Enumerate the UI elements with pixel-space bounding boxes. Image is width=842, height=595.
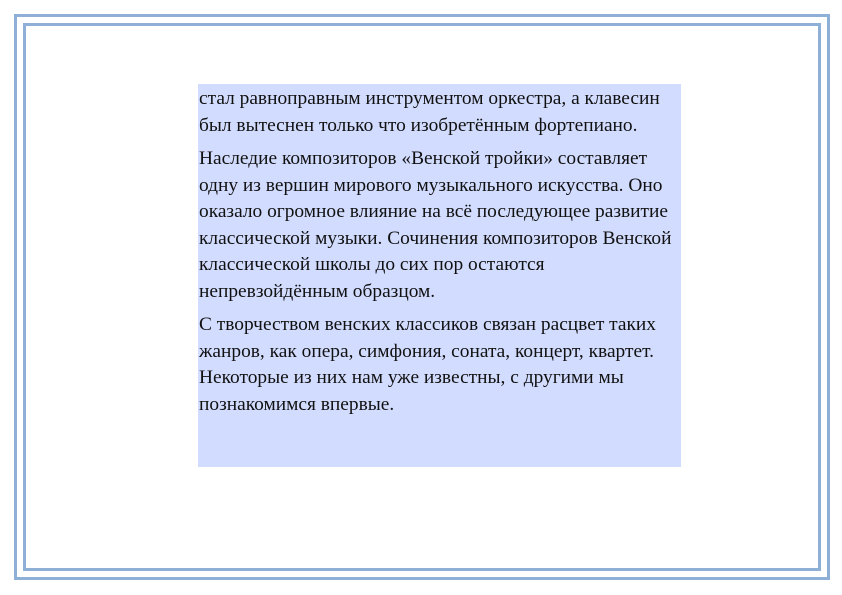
paragraph-3: С творчеством венских классиков связан расцвет таких жанров, как опера, симфония, соната, концерт, квартет. Некоторые из них нам уже известны, с другими мы познакомимся впервые. bbox=[199, 314, 656, 415]
text-box bbox=[198, 84, 681, 467]
paragraph-1: стал равноправным инструментом оркестра, а клавесин был вытеснен только что изобретённым фортепиано. bbox=[199, 88, 660, 136]
paragraph-2: Наследие композиторов «Венской тройки» составляет одну из вершин мирового музыкального искусства. Оно оказало огромное влияние на всё последующее развитие классической музыки. Сочинения композиторов Венской классической школы до сих пор остаются непревзойдённым образцом. bbox=[199, 148, 672, 302]
